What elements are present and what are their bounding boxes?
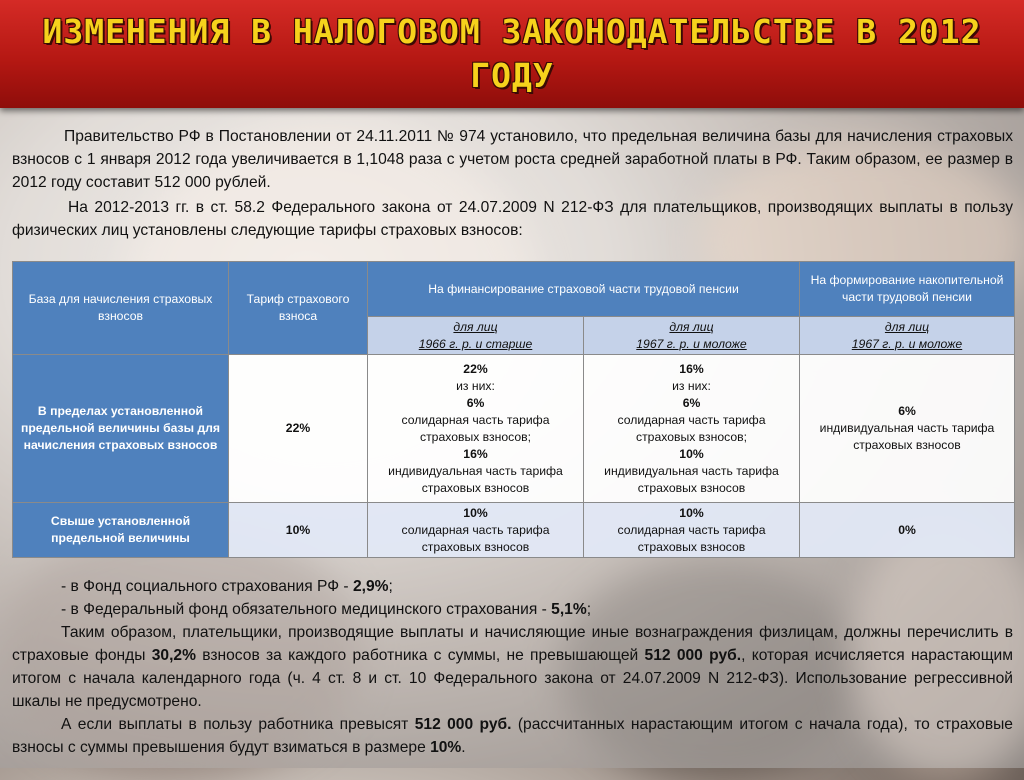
header-insurance-part: На финансирование страховой части трудовой пенсии [368,262,800,317]
row-above-limit-label: Свыше установленной предельной величины [13,503,229,558]
slide-header [0,0,1024,108]
bullet-fss: - в Фонд социального страхования РФ - 2,9%; [61,578,393,595]
row-above-limit-older: 10% солидарная часть тарифа страховых взносов [368,503,584,558]
conclusion-paragraph-1: Таким образом, плательщики, производящие выплаты и начисляющие иные вознаграждения физлицам, должны перечислить в страховые фонды 30,2% взносов за каждого работника с суммы, не превышающей 512 000 руб., которая исчисляется нарастающим итогом с начала календарного года (ч. 4 ст. 8 и ст. 10 Федерального закона от 24.07.2009 N 212-ФЗ). Использование регрессивной шкалы не предусмотрено. [12,624,1013,710]
tax-rates-table [12,261,1015,558]
row-within-limit-label: В пределах установленной предельной величины базы для начисления страховых взносов [13,355,229,503]
subheader-funded-younger: для лиц 1967 г. р. и моложе [800,317,1015,355]
row-within-limit-older: 22% из них: 6% солидарная часть тарифа страховых взносов; 16% индивидуальная часть тарифа страховых взносов [368,355,584,503]
fund-contributions-text [12,575,1013,759]
conclusion-paragraph-2: А если выплаты в пользу работника превысят 512 000 руб. (рассчитанных нарастающим итогом с начала года), то страховые взносы с суммы превышения будут взиматься в размере 10%. [12,716,1013,756]
header-base: База для начисления страховых взносов [13,262,229,355]
row-above-limit-rate: 10% [229,503,368,558]
row-within-limit-funded: 6% индивидуальная часть тарифа страховых взносов [800,355,1015,503]
intro-paragraph-1: Правительство РФ в Постановлении от 24.11.2011 № 974 установило, что предельная величина базы для начисления страховых взносов с 1 января 2012 года увеличивается в 1,1048 раза с учетом роста средней заработной платы в РФ. Таким образом, ее размер в 2012 году составит 512 000 рублей. [12,128,1013,191]
row-within-limit-rate: 22% [229,355,368,503]
header-rate: Тариф страхового взноса [229,262,368,355]
slide-title: ИЗМЕНЕНИЯ В НАЛОГОВОМ ЗАКОНОДАТЕЛЬСТВЕ В 2012 ГОДУ [42,12,982,95]
row-above-limit-funded: 0% [800,503,1015,558]
subheader-older: для лиц 1966 г. р. и старше [368,317,584,355]
bullet-foms: - в Федеральный фонд обязательного медицинского страхования - 5,1%; [61,601,592,618]
intro-paragraph-2: На 2012-2013 гг. в ст. 58.2 Федерального закона от 24.07.2009 N 212-ФЗ для плательщиков, производящих выплаты в пользу физических лиц установлены следующие тарифы страховых взносов: [12,199,1013,239]
subheader-younger: для лиц 1967 г. р. и моложе [584,317,800,355]
row-within-limit-younger: 16% из них: 6% солидарная часть тарифа страховых взносов; 10% индивидуальная часть тарифа страховых взносов [584,355,800,503]
header-funded-part: На формирование накопительной части трудовой пенсии [800,262,1015,317]
row-above-limit-younger: 10% солидарная часть тарифа страховых взносов [584,503,800,558]
